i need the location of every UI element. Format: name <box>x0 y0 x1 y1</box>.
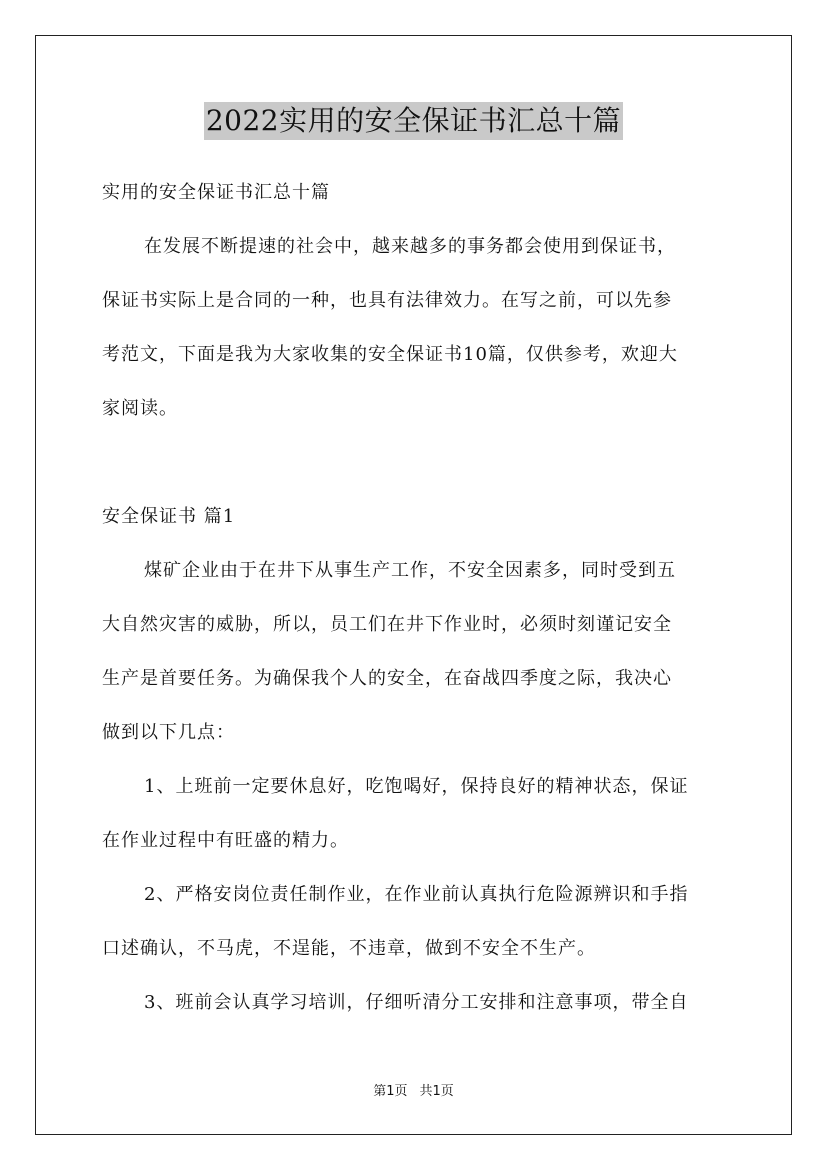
section-line: 生产是首要任务。为确保我个人的安全，在奋战四季度之际，我决心 <box>102 668 672 689</box>
list-item-1: 1、上班前一定要休息好，吃饱喝好，保持良好的精神状态，保证 <box>144 776 689 797</box>
list-item-3: 3、班前会认真学习培训，仔细听清分工安排和注意事项，带全自 <box>144 992 689 1013</box>
list-item-2: 2、严格安岗位责任制作业，在作业前认真执行危险源辨识和手指 <box>144 884 689 905</box>
intro-line: 考范文，下面是我为大家收集的安全保证书10篇，仅供参考，欢迎大 <box>102 344 678 365</box>
section-line: 做到以下几点： <box>102 722 235 743</box>
document-body <box>102 166 726 1030</box>
page-number: 第1页 <box>373 1084 408 1099</box>
list-item-2-continued: 口述确认，不马虎，不逞能，不违章，做到不安全不生产。 <box>102 938 596 959</box>
intro-line: 家阅读。 <box>102 398 178 419</box>
document-title: 2022实用的安全保证书汇总十篇 <box>204 102 623 140</box>
title-container <box>0 102 827 140</box>
section-line: 大自然灾害的威胁，所以，员工们在井下作业时，必须时刻谨记安全 <box>102 614 672 635</box>
intro-line: 在发展不断提速的社会中，越来越多的事务都会使用到保证书， <box>144 236 676 257</box>
page-total: 共1页 <box>419 1084 454 1099</box>
page-footer <box>0 1082 827 1102</box>
list-item-1-continued: 在作业过程中有旺盛的精力。 <box>102 830 349 851</box>
document-subtitle: 实用的安全保证书汇总十篇 <box>102 182 330 203</box>
intro-line: 保证书实际上是合同的一种，也具有法律效力。在写之前，可以先参 <box>102 290 672 311</box>
paragraph-gap <box>102 436 726 490</box>
section-heading: 安全保证书 篇1 <box>102 506 236 527</box>
section-line: 煤矿企业由于在井下从事生产工作，不安全因素多，同时受到五 <box>144 560 676 581</box>
